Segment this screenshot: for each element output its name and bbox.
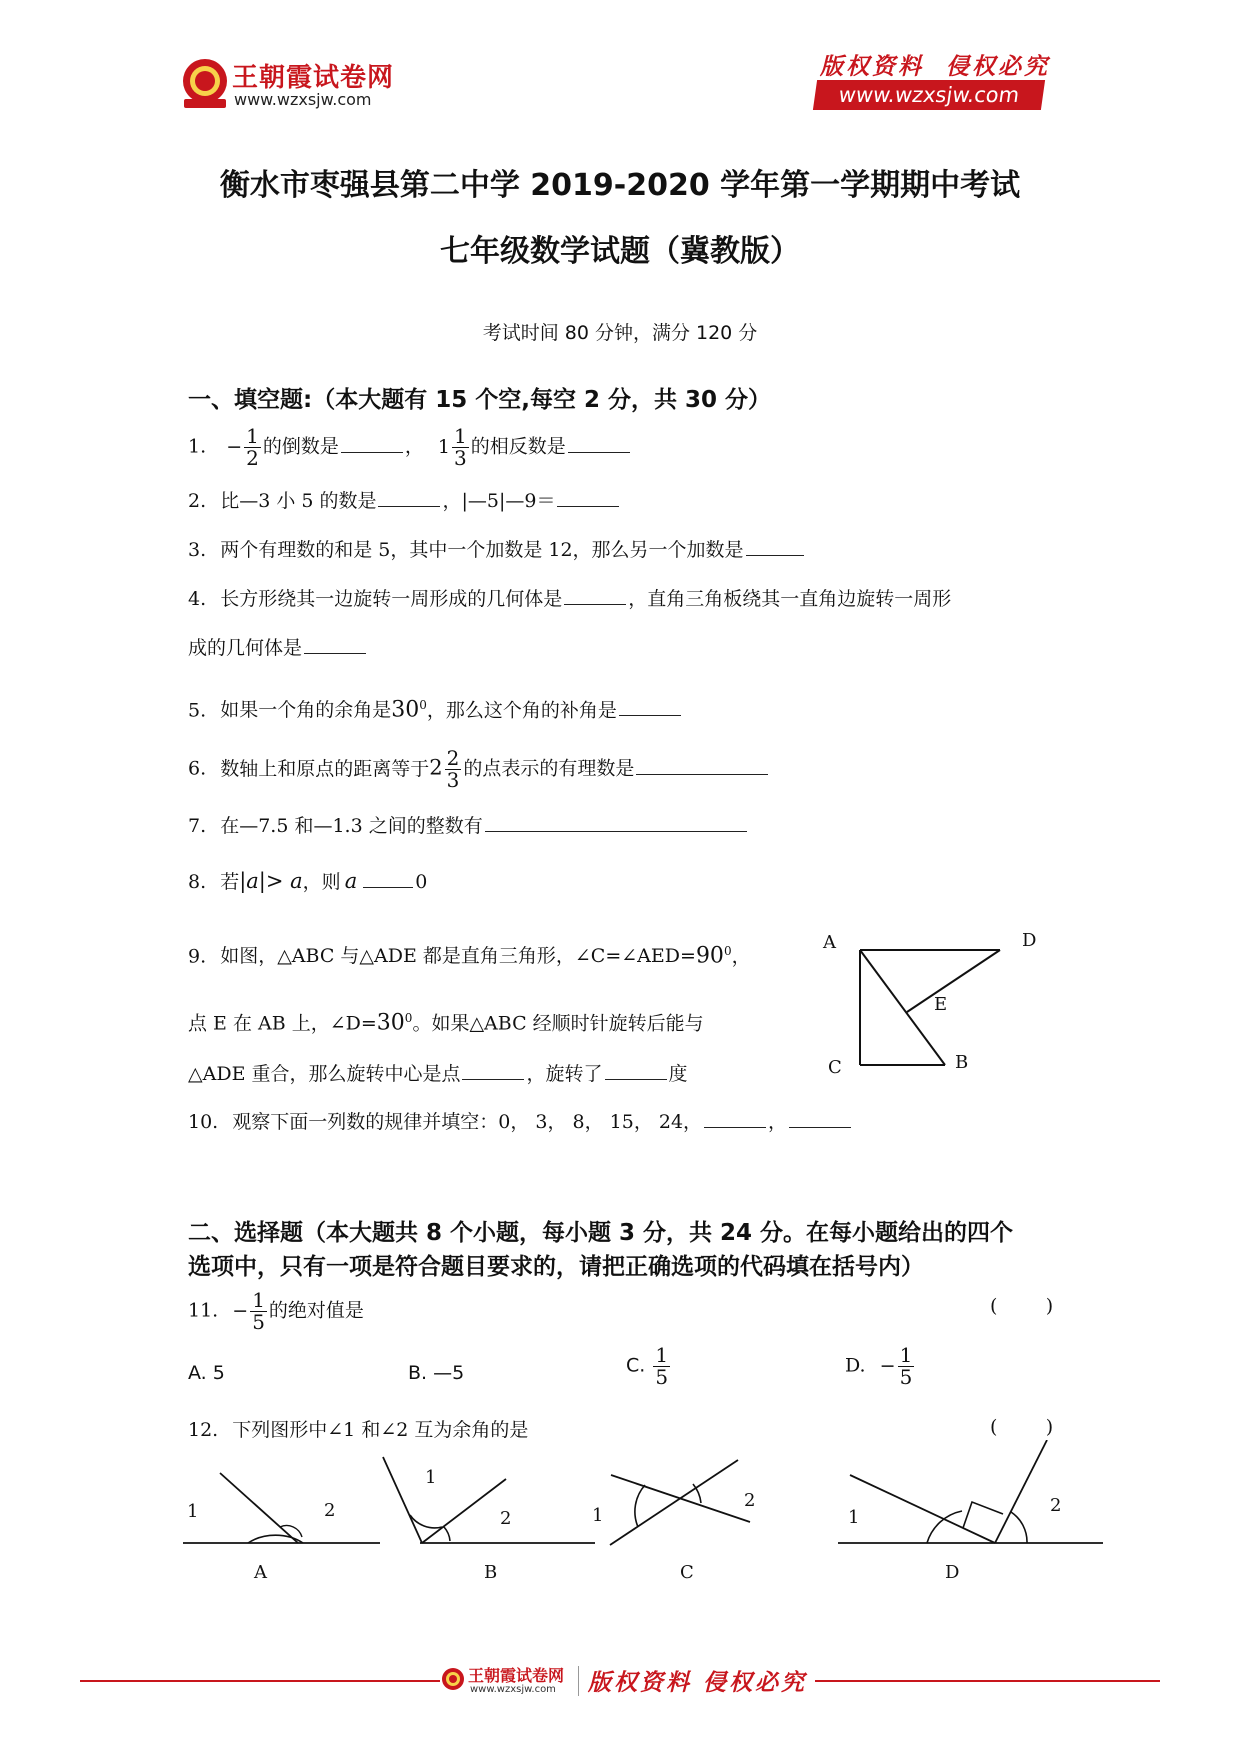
q11-option-c[interactable]: C. $\frac{1}{5}$ (626, 1343, 669, 1389)
answer-blank[interactable] (619, 697, 681, 716)
answer-blank[interactable] (462, 1061, 524, 1080)
exam-info: 考试时间 80 分钟，满分 120 分 (482, 322, 758, 344)
question-10: 10. 观察下面一列数的规律并填空：0， 3， 8， 15， 24， ， (188, 1108, 853, 1136)
section2-heading-line2: 选项中，只有一项是符合题目要求的，请把正确选项的代码填在括号内） (188, 1254, 924, 1280)
logo-text: 王朝霞试卷网 (232, 63, 395, 93)
page-subtitle: 七年级数学试题（冀教版） (440, 234, 800, 269)
answer-blank[interactable] (564, 586, 626, 605)
answer-blank[interactable] (746, 537, 804, 556)
question-12: 12. 下列图形中∠1 和∠2 互为余角的是 (188, 1419, 529, 1441)
answer-blank[interactable] (378, 488, 440, 507)
q12-label-b: B (484, 1562, 498, 1583)
segment-DE (907, 950, 1000, 1012)
question-8: 8. 若|a|> a，则 a 0 (188, 869, 428, 893)
footer-rule-right (815, 1680, 1160, 1682)
answer-blank[interactable] (704, 1109, 766, 1128)
answer-blank[interactable] (636, 756, 768, 775)
footer-rule-left (80, 1680, 440, 1682)
q12b-angle2-label: 2 (500, 1508, 512, 1529)
q9-label-B: B (955, 1052, 969, 1073)
footer-divider (578, 1666, 579, 1696)
q9-triangle-figure (810, 930, 1070, 1100)
footer-slogan: 版权资料 侵权必究 (588, 1669, 808, 1696)
answer-blank[interactable] (304, 635, 366, 654)
q12-figure-d[interactable] (835, 1440, 1105, 1550)
q11-answer-paren[interactable]: ( ) (990, 1295, 1054, 1317)
question-6: 6. 数轴上和原点的距离等于2 $\frac{2}{3}$ 的点表示的有理数是 (188, 748, 770, 791)
question-1: 1. − $\frac{1}{2}$ 的倒数是 ， 1 $\frac{1}{3}$ 的相反数是 (188, 426, 632, 469)
q12a-angle1-label: 1 (187, 1501, 199, 1522)
q12a-angle2-label: 2 (324, 1500, 336, 1521)
header-logo (180, 55, 410, 115)
q12b-angle1-label: 1 (425, 1467, 437, 1488)
logo-emblem-icon (180, 55, 230, 111)
q12-label-a: A (254, 1562, 267, 1583)
question-9-line2: 点 E 在 AB 上，$\angle D=30^0$。如果△ABC 经顺时针旋转后能与 (188, 1010, 704, 1036)
footer-logo-icon (440, 1665, 466, 1695)
answer-blank[interactable] (789, 1109, 851, 1128)
q12-figure-b[interactable] (380, 1455, 600, 1565)
header-right-title: 版权资料 侵权必究 (820, 53, 1051, 80)
q12c-angle2-label: 2 (744, 1490, 756, 1511)
q11-option-b[interactable]: B. —5 (408, 1362, 465, 1384)
q12-figure-a[interactable] (180, 1455, 380, 1565)
q12d-angle2-label: 2 (1050, 1495, 1062, 1516)
q11-option-d[interactable]: D. − $\frac{1}{5}$ (845, 1343, 913, 1389)
q11-option-a[interactable]: A. 5 (188, 1362, 225, 1384)
answer-blank[interactable] (363, 869, 413, 888)
q12c-angle1-label: 1 (592, 1505, 604, 1526)
question-5: 5. 如果一个角的余角是$30^0$，那么这个角的补角是 (188, 691, 683, 724)
answer-blank[interactable] (341, 434, 403, 453)
footer-logo-url: www.wzxsjw.com (470, 1684, 556, 1695)
question-7: 7. 在—7.5 和—1.3 之间的整数有 (188, 812, 749, 840)
section1-heading: 一、填空题:（本大题有 15 个空,每空 2 分，共 30 分） (188, 387, 771, 413)
question-3: 3. 两个有理数的和是 5，其中一个加数是 12，那么另一个加数是 (188, 536, 806, 564)
q12-label-c: C (680, 1562, 694, 1583)
segment-AB (860, 950, 948, 1065)
q12-answer-paren[interactable]: ( ) (990, 1416, 1054, 1438)
page-title: 衡水市枣强县第二中学 2019-2020 学年第一学期期中考试 (219, 168, 1021, 203)
q12-figure-c[interactable] (605, 1455, 755, 1565)
q9-label-C: C (828, 1057, 842, 1078)
q9-label-D: D (1022, 930, 1037, 951)
footer-logo-text: 王朝霞试卷网 (468, 1666, 565, 1685)
header-right-url: www.wzxsjw.com (813, 80, 1045, 110)
q9-label-A: A (823, 932, 836, 953)
question-9-line3: △ADE 重合，那么旋转中心是点 ，旋转了 度 (188, 1063, 688, 1085)
logo-url: www.wzxsjw.com (234, 90, 372, 109)
question-4-cont: 成的几何体是 (188, 634, 368, 662)
section2-heading-line1: 二、选择题（本大题共 8 个小题，每小题 3 分，共 24 分。在每小题给出的四个 (188, 1220, 1014, 1246)
answer-blank[interactable] (568, 434, 630, 453)
question-9: 9. 如图，△ABC 与△ADE 都是直角三角形，$\angle C=\angle AED=90^0$， (188, 943, 751, 969)
answer-blank[interactable] (605, 1061, 667, 1080)
question-11: 11. − $\frac{1}{5}$ 的绝对值是 (188, 1288, 364, 1334)
answer-blank[interactable] (557, 488, 619, 507)
q12d-angle1-label: 1 (848, 1507, 860, 1528)
question-4: 4. 长方形绕其一边旋转一周形成的几何体是 ，直角三角板绕其一直角边旋转一周形 (188, 588, 952, 610)
question-2: 2. 比—3 小 5 的数是 ，|—5|—9＝ (188, 487, 621, 515)
answer-blank[interactable] (485, 813, 747, 832)
q9-label-E: E (934, 994, 948, 1015)
q12-label-d: D (945, 1562, 960, 1583)
